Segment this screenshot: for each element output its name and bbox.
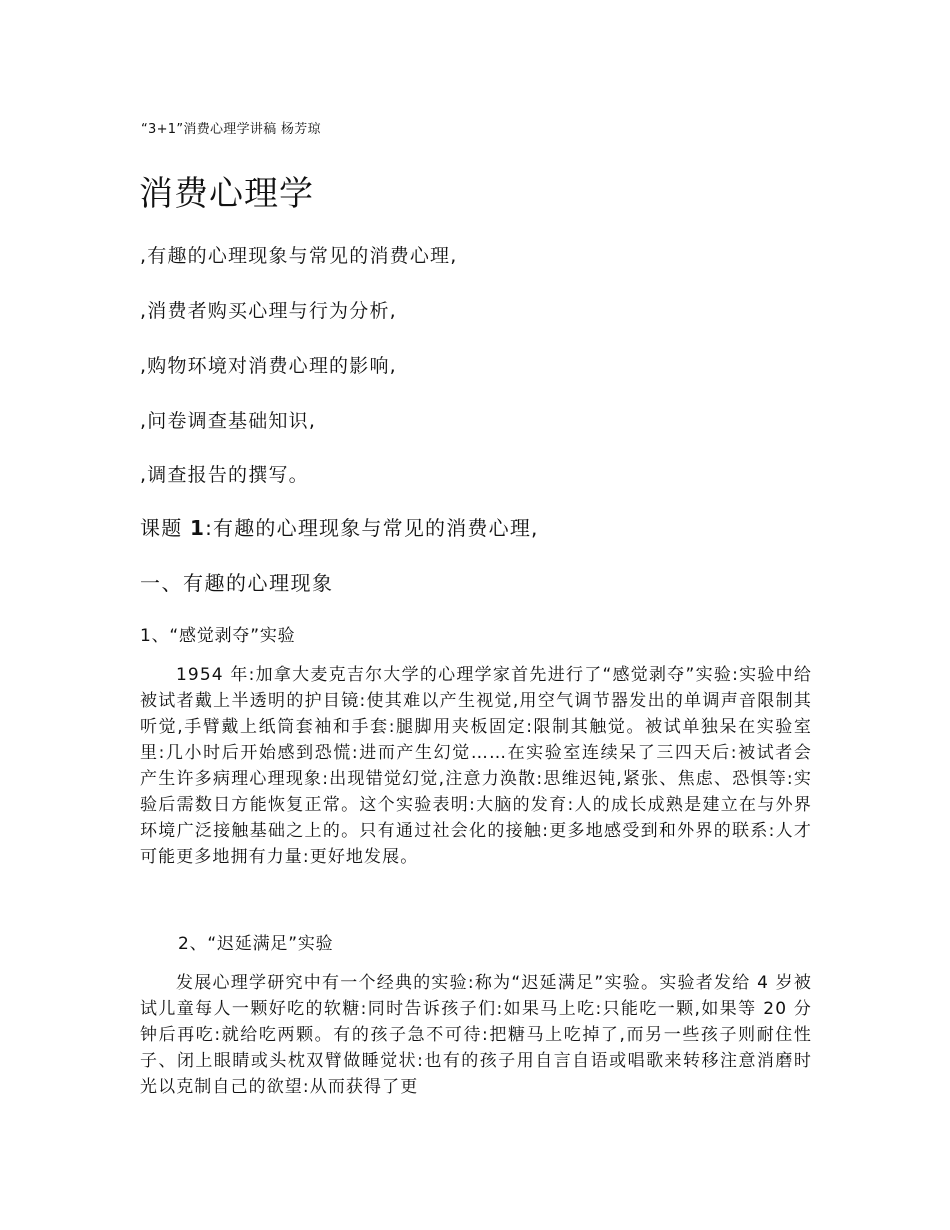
lesson-title xyxy=(140,512,539,541)
document-title: 消费心理学 xyxy=(139,174,314,214)
header-note: “3+1”消费心理学讲稿 杨芳琼 xyxy=(141,122,321,137)
lesson-number: 1 xyxy=(189,516,206,540)
outline-item: ,消费者购买心理与行为分析, xyxy=(140,300,397,322)
outline-item: ,购物环境对消费心理的影响, xyxy=(140,355,397,377)
outline-item: ,问卷调查基础知识, xyxy=(140,410,317,432)
subsection-title-1: 1、“感觉剥夺”实验 xyxy=(140,626,296,646)
lesson-prefix: 课题 xyxy=(140,516,190,540)
lesson-text: :有趣的心理现象与常见的消费心理, xyxy=(205,516,539,540)
paragraph-sensory-deprivation: 1954 年:加拿大麦克吉尔大学的心理学家首先进行了“感觉剥夺”实验:实验中给被试者戴上半透明的护目镜:使其难以产生视觉,用空气调节器发出的单调声音限制其听觉,手臂戴上纸筒套袖和手套:腿脚用夹板固定:限制其触觉。被试单独呆在实验室里:几小时后开始感到恐慌:进而产生幻觉……在实验室连续呆了三四天后:被试者会产生许多病理心理现象:出现错觉幻觉,注意力涣散:思维迟钝,紧张、焦虑、恐惧等:实验后需数日方能恢复正常。这个实验表明:大脑的发育:人的成长成熟是建立在与外界环境广泛接触基础之上的。只有通过社会化的接触:更多地感受到和外界的联系:人才可能更多地拥有力量:更好地发展。 xyxy=(140,665,812,867)
section-title: 一、有趣的心理现象 xyxy=(140,571,334,595)
outline-item: ,有趣的心理现象与常见的消费心理, xyxy=(140,245,458,267)
subsection-title-2: 2、“迟延满足”实验 xyxy=(178,934,334,954)
outline-item: ,调查报告的撰写。 xyxy=(140,464,309,486)
paragraph-delayed-gratification: 发展心理学研究中有一个经典的实验:称为“迟延满足”实验。实验者发给 4 岁被试儿童每人一颗好吃的软糖:同时告诉孩子们:如果马上吃:只能吃一颗,如果等 20 分钟后再吃:就给吃两颗。有的孩子急不可待:把糖马上吃掉了,而另一些孩子则耐住性子、闭上眼睛或头枕双臂做睡觉状:也有的孩子用自言自语或唱歌来转移注意消磨时光以克制自己的欲望:从而获得了更 xyxy=(140,973,812,1097)
